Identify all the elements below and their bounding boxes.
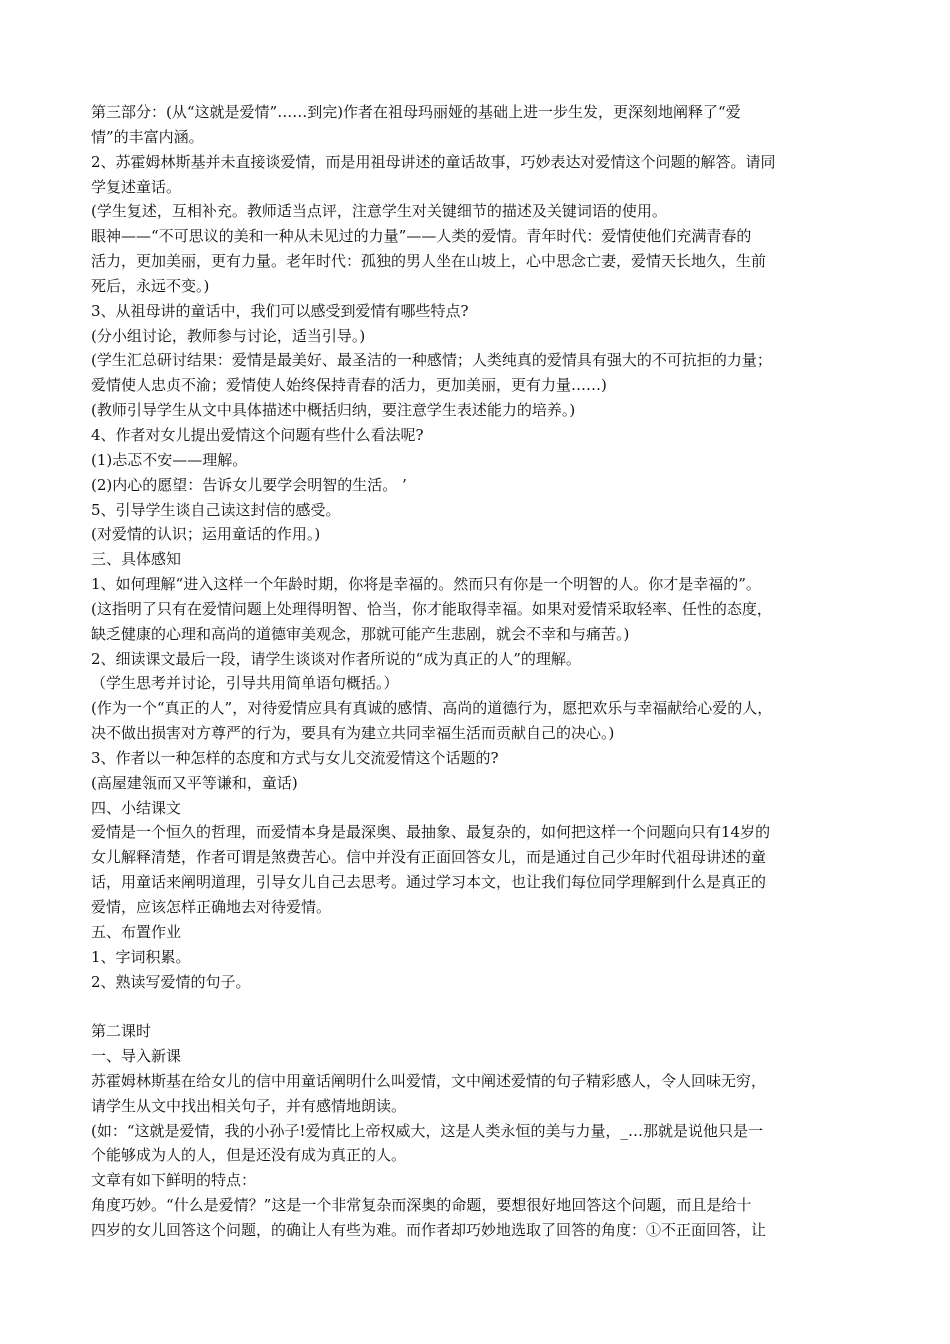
- text-line: 3、从祖母讲的童话中，我们可以感受到爱情有哪些特点?: [91, 301, 469, 320]
- text-line: 眼神——“不可思议的美和一种从未见过的力量”——人类的爱情。青年时代：爱情使他们充满青春的: [91, 227, 752, 246]
- text-line: 活力，更加美丽，更有力量。老年时代：孤独的男人坐在山坡上，心中思念亡妻，爱情天长地久，生前: [91, 252, 767, 271]
- text-line: 一、导入新课: [91, 1047, 182, 1066]
- text-line: (对爱情的认识；运用童话的作用。): [91, 525, 321, 544]
- text-line: 爱情，应该怎样正确地去对待爱情。: [91, 898, 332, 916]
- text-line: 1、如何理解“进入这样一个年龄时期，你将是幸福的。然而只有你是一个明智的人。你才是幸福的”。: [91, 575, 761, 594]
- text-line: 话，用童话来阐明道理，引导女儿自己去思考。通过学习本文，也让我们每位同学理解到什么是真正的: [91, 873, 767, 892]
- text-line: 爱情使人忠贞不渝；爱情使人始终保持青春的活力，更加美丽，更有力量……): [91, 376, 607, 395]
- text-line: 请学生从文中找出相关句子，并有感情地朗读。: [91, 1096, 407, 1115]
- text-line: 五、布置作业: [91, 922, 182, 941]
- text-line: 2、熟读写爱情的句子。: [91, 972, 251, 991]
- text-line: 第三部分：(从“这就是爱情”……到完)作者在祖母玛丽娅的基础上进一步生发，更深刻地阐释了“爱: [91, 103, 741, 121]
- text-line: 三、具体感知: [91, 550, 182, 569]
- text-line: (这指明了只有在爱情问题上处理得明智、恰当，你才能取得幸福。如果对爱情采取轻率、任性的态度，: [91, 599, 772, 618]
- text-line: (学生复述，互相补充。教师适当点评，注意学生对关键细节的描述及关键词语的使用。: [91, 202, 667, 221]
- text-line: 2、细读课文最后一段，请学生谈谈对作者所说的“成为真正的人”的理解。: [91, 649, 581, 668]
- text-line: 个能够成为人的人，但是还没有成为真正的人。: [91, 1146, 407, 1165]
- text-line: (学生汇总研讨结果：爱情是最美好、最圣洁的一种感情；人类纯真的爱情具有强大的不可抗拒的力量；: [91, 351, 772, 370]
- blank-line: [91, 994, 871, 1019]
- text-line: 爱情是一个恒久的哲理，而爱情本身是最深奥、最抽象、最复杂的，如何把这样一个问题向只有14岁的: [91, 823, 771, 842]
- text-line: (如：“这就是爱情，我的小孙子!爱情比上帝权威大，这是人类永恒的美与力量，_…那就是说他只是一: [91, 1121, 764, 1140]
- text-line: 学复述童话。: [91, 177, 182, 196]
- text-line: (1)忐忑不安——理解。: [91, 450, 248, 469]
- text-line: 苏霍姆林斯基在给女儿的信中用童话阐明什么叫爱情，文中阐述爱情的句子精彩感人，令人回味无穷，: [91, 1071, 767, 1090]
- text-line: 1、字词积累。: [91, 947, 191, 966]
- text-line: 2、苏霍姆林斯基并未直接谈爱情，而是用祖母讲述的童话故事，巧妙表达对爱情这个问题的解答。请同: [91, 152, 776, 171]
- text-line: 四岁的女儿回答这个问题，的确让人有些为难。而作者却巧妙地选取了回答的角度：①不正面回答，让: [91, 1220, 767, 1239]
- text-line: (分小组讨论，教师参与讨论，适当引导。): [91, 326, 366, 345]
- text-line: 缺乏健康的心理和高尚的道德审美观念，那就可能产生悲剧，就会不幸和与痛苦。): [91, 624, 630, 643]
- text-line: 死后，永远不变。): [91, 276, 210, 295]
- text-line: 5、引导学生谈自己读这封信的感受。: [91, 500, 341, 519]
- text-line: 第二课时: [91, 1022, 152, 1041]
- text-line: (2)内心的愿望：告诉女儿要学会明智的生活。 ’: [91, 475, 407, 494]
- text-line: (作为一个“真正的人”，对待爱情应具有真诚的感情、高尚的道德行为，愿把欢乐与幸福献给心爱的人，: [91, 699, 773, 718]
- text-line: 文章有如下鲜明的特点：: [91, 1171, 257, 1190]
- text-line: 四、小结课文: [91, 798, 182, 817]
- text-line: 角度巧妙。“什么是爱情？”这是一个非常复杂而深奥的命题，要想很好地回答这个问题，而且是给十: [91, 1196, 752, 1215]
- text-line: 女儿解释清楚，作者可谓是煞费苦心。信中并没有正面回答女儿，而是通过自己少年时代祖母讲述的童: [91, 848, 767, 867]
- text-line: （学生思考并讨论，引导共用简单语句概括。）: [91, 674, 399, 693]
- text-line: 决不做出损害对方尊严的行为，要具有为建立共同幸福生活而贡献自己的决心。): [91, 724, 615, 743]
- document-page: [91, 100, 871, 1243]
- text-line: (教师引导学生从文中具体描述中概括归纳，要注意学生表述能力的培养。): [91, 401, 576, 420]
- text-line: 情”的丰富内涵。: [91, 127, 204, 146]
- text-line: 4、作者对女儿提出爱情这个问题有些什么看法呢?: [91, 425, 424, 444]
- text-line: (高屋建瓴而又平等谦和，童话): [91, 773, 298, 792]
- text-line: 3、作者以一种怎样的态度和方式与女儿交流爱情这个话题的?: [91, 748, 499, 767]
